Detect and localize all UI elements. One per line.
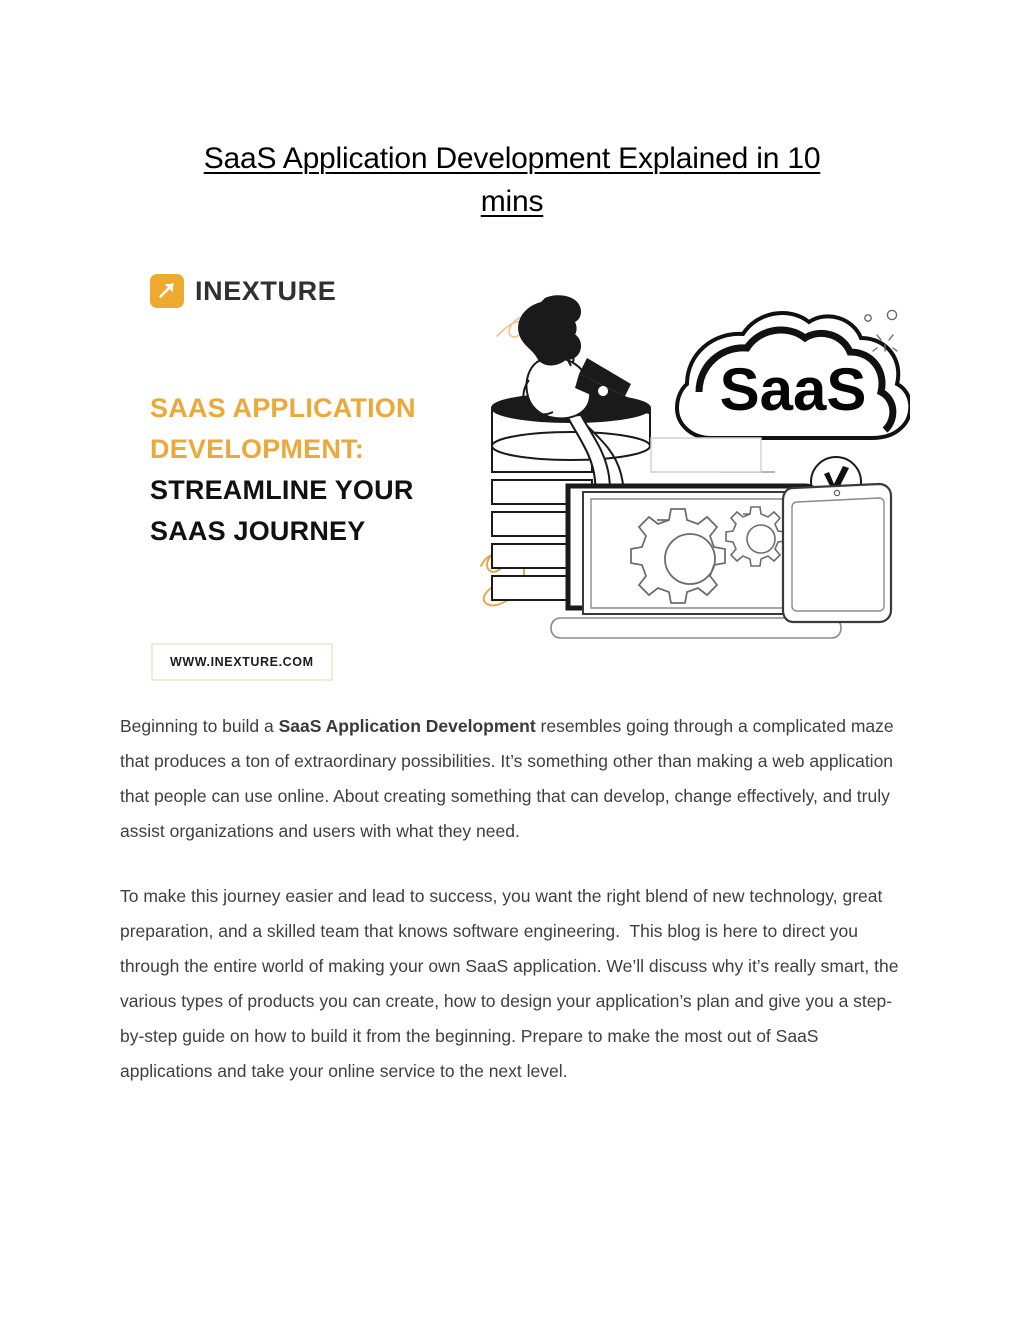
article-body bbox=[120, 709, 902, 1089]
page-title bbox=[128, 138, 896, 223]
banner-heading-line-4: SAAS JOURNEY bbox=[150, 516, 366, 547]
banner-heading-line-3: STREAMLINE YOUR bbox=[150, 475, 414, 506]
page-title-line-2: mins bbox=[480, 184, 544, 218]
body-text: To make this journey easier and lead to success, you want the right blend of new technology, great preparation, and a skilled team that knows software engineering. This blog is here to direct you through the entire world of making your own SaaS application. We’ll discuss why it’s really smart, the various types of products you can create, how to design your application’s plan and give you a step-by-step guide on how to build it from the beginning. Prepare to make the most out of SaaS applications and take your online service to the next level. bbox=[120, 886, 904, 1081]
arrow-up-right-icon bbox=[150, 274, 184, 308]
page-title-line-1: SaaS Application Development Explained in 10 bbox=[203, 142, 821, 176]
website-url-chip bbox=[151, 643, 333, 681]
inexture-logo bbox=[150, 274, 336, 308]
website-url-label: WWW.INEXTURE.COM bbox=[170, 655, 314, 669]
body-text: Beginning to build a bbox=[120, 716, 279, 736]
cloud-saas-label: SaaS bbox=[719, 356, 867, 423]
banner-heading-line-1: SAAS APPLICATION bbox=[150, 393, 416, 423]
featured-banner-image bbox=[120, 258, 910, 678]
tablet-device-icon bbox=[783, 484, 891, 622]
body-text: resembles going through a complicated maze that produces a ton of extraordinary possibilities. It’s something other than making a web application that people can use online. About creating something that can develop, change effectively, and truly assist organizations and users with what they need. bbox=[120, 716, 899, 841]
saas-illustration bbox=[475, 288, 910, 668]
inexture-logo-text: INEXTURE bbox=[195, 275, 337, 306]
paragraph-2 bbox=[120, 879, 902, 1089]
cloud-saas-icon bbox=[677, 313, 910, 438]
paragraph-1 bbox=[120, 709, 902, 849]
emphasis-text: SaaS Application Development bbox=[278, 716, 536, 736]
banner-heading-line-2: DEVELOPMENT: bbox=[150, 434, 364, 465]
